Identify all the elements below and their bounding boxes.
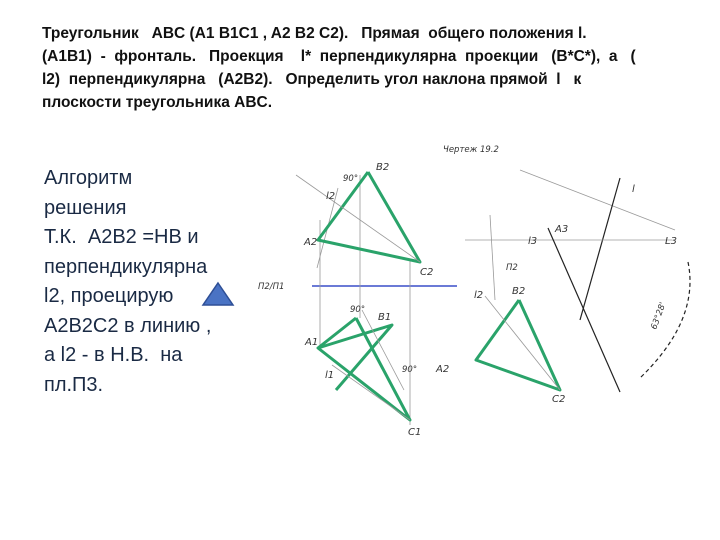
label-l2-right: l2 — [474, 290, 484, 301]
title-line: l2) перпендикулярна (A2B2). Определить угол наклона прямой l к — [42, 71, 582, 88]
label-l: l — [632, 184, 635, 195]
label-b1: B1 — [378, 312, 392, 323]
label-a1: A1 — [305, 337, 319, 348]
label-c1: C1 — [408, 427, 422, 438]
label-c2: C2 — [420, 267, 434, 278]
label-l3: l3 — [528, 236, 538, 247]
triangle-right — [476, 300, 560, 390]
label-c2-right: C2 — [552, 394, 566, 405]
label-L3: L3 — [665, 236, 677, 247]
line-l — [580, 178, 620, 320]
algorithm-line: Т.К. А2В2 =НВ и — [44, 226, 199, 248]
label-b2: B2 — [376, 162, 390, 173]
algorithm-line: пл.П3. — [44, 373, 104, 396]
label-a2: A2 — [304, 237, 318, 248]
algorithm-line: перпендикулярна — [44, 255, 208, 278]
label-a3: A3 — [555, 224, 569, 235]
label-a2-right: A2 — [436, 364, 450, 375]
drawing-caption: Чертеж 19.2 — [443, 145, 499, 155]
triangle-a2b2c2 — [318, 172, 420, 262]
angle-label: 90° — [343, 174, 359, 184]
line-l3 — [548, 228, 620, 392]
angle-label: 90° — [402, 365, 418, 375]
axis-label: П2/П1 — [258, 282, 285, 292]
algorithm-line: а l2 - в Н.В. на — [44, 344, 183, 366]
title-line: Треугольник ABC (A1 B1C1 , A2 B2 C2). Прямая общего положения l. — [42, 25, 587, 42]
label-l2: l2 — [326, 191, 336, 202]
algorithm-line: А2В2С2 в линию , — [44, 314, 212, 337]
projection-line — [490, 215, 495, 300]
angle-label: 90° — [350, 305, 366, 315]
algorithm-line: решения — [44, 196, 127, 219]
construction-line — [332, 365, 410, 420]
algorithm-line: Алгоритм — [44, 167, 133, 189]
angle-value: 63°28' — [649, 301, 669, 332]
label-b2-right: B2 — [512, 286, 526, 297]
algorithm-line: l2, проецирую — [44, 285, 174, 307]
label-p2: П2 — [506, 263, 518, 273]
angle-arc — [640, 262, 690, 378]
projection-line — [520, 170, 675, 230]
title-line: плоскости треугольника ABC. — [42, 94, 273, 111]
label-l1: l1 — [325, 370, 335, 381]
title-line: (A1B1) - фронталь. Проекция l* перпендикулярна проекции (B*C*), а ( — [42, 48, 636, 65]
